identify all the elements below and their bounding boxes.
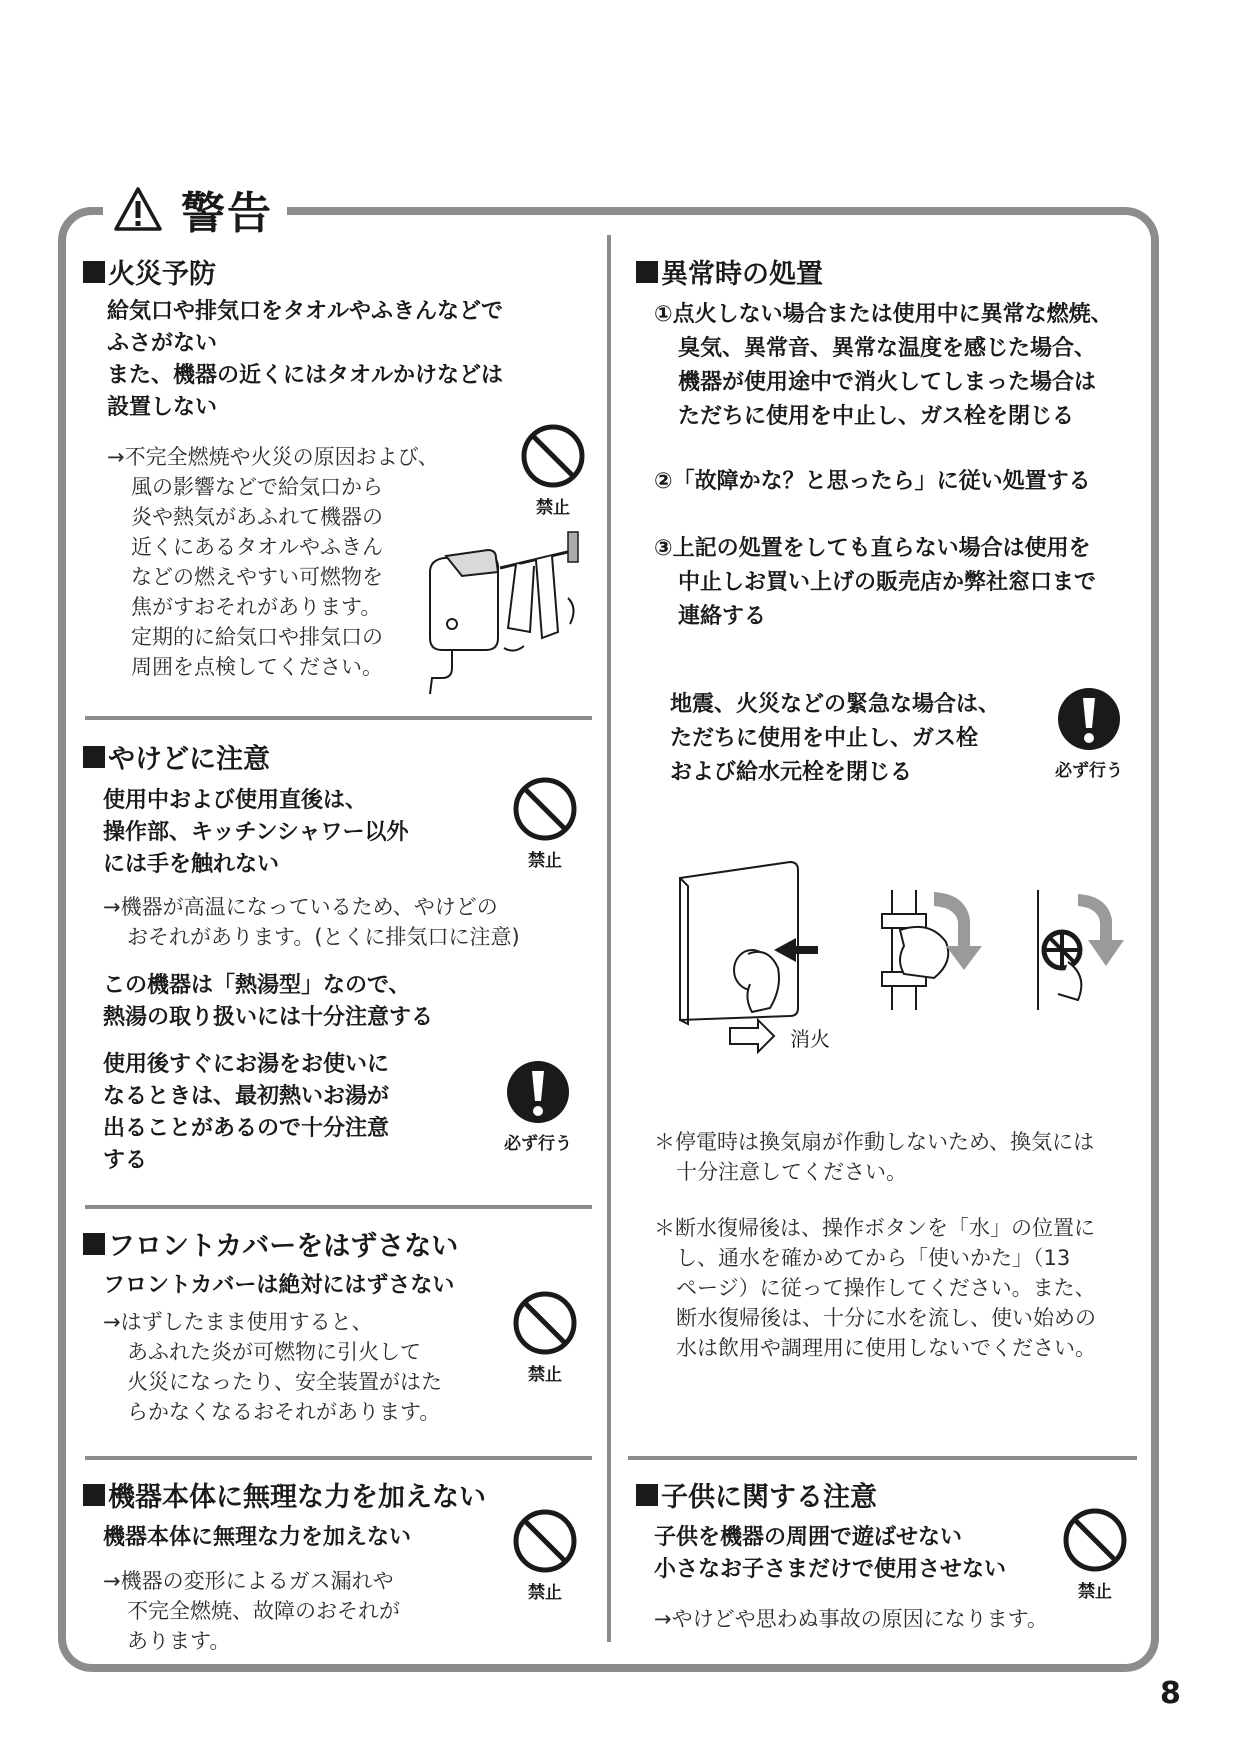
text-line: 火災になったり、安全装置がはた [127, 1370, 442, 1394]
burn-hot-water-caution [103, 1049, 503, 1177]
emergency-text [670, 688, 1070, 790]
text-line: この機器は「熱湯型」なので、 [103, 973, 411, 998]
text-line: ただちに使用を中止し、ガス栓を閉じる [678, 404, 1075, 429]
text-line: 地震、火災などの緊急な場合は、 [670, 692, 1001, 717]
prohibited-sign [520, 423, 586, 518]
section-heading-cover [83, 1224, 458, 1263]
text-line: などの燃えやすい可燃物を [131, 565, 383, 589]
text-line: あります。 [127, 1629, 231, 1653]
warning-triangle-icon [113, 186, 163, 232]
text-line: →はずしたまま使用すると、 [103, 1310, 373, 1334]
force-main-text: 機器本体に無理な力を加えない [103, 1525, 412, 1550]
text-line: 風の影響などで給気口から [131, 475, 383, 499]
section-divider [85, 716, 592, 720]
mandatory-sign [504, 1059, 572, 1154]
section-heading-abnormal [636, 252, 823, 291]
column-divider [607, 235, 611, 1642]
burn-main-text [103, 785, 503, 881]
text-line: ただちに使用を中止し、ガス栓 [670, 726, 979, 751]
prohibited-label: 禁止 [528, 851, 562, 871]
text-line: 周囲を点検してください。 [131, 655, 383, 679]
section-heading-fire [83, 252, 216, 291]
text-line: 使用中および使用直後は、 [103, 788, 368, 813]
force-note [103, 1566, 483, 1656]
text-line: し、通水を確かめてから「使いかた」（13 [676, 1246, 1071, 1270]
prohibited-icon [512, 1290, 578, 1356]
burn-note [103, 892, 583, 952]
prohibited-icon [512, 776, 578, 842]
fire-note [107, 442, 457, 682]
prohibited-label: 禁止 [528, 1583, 562, 1603]
text-line: 設置しない [107, 395, 218, 420]
mandatory-label: 必ず行う [504, 1134, 572, 1154]
text-line: 給気口や排気口をタオルやふきんなどで [107, 299, 504, 324]
text-line: らかなくなるおそれがあります。 [127, 1400, 441, 1424]
abnormal-item-3 [654, 532, 1154, 634]
section-divider [628, 1456, 1137, 1460]
water-outage-note [654, 1213, 1154, 1363]
text-line: また、機器の近くにはタオルかけなどは [107, 363, 504, 388]
section-divider [85, 1456, 592, 1460]
section-heading-children [636, 1475, 877, 1514]
power-outage-note [654, 1127, 1154, 1187]
text-line: 連絡する [678, 604, 767, 629]
children-heading-text: 子供に関する注意 [661, 1482, 877, 1513]
abnormal-item-2: ②「故障かな？と思ったら」に従い処置する [654, 469, 1091, 494]
prohibited-sign [512, 1290, 578, 1385]
text-line: 熱湯の取り扱いには十分注意する [103, 1005, 434, 1030]
cover-note [103, 1307, 483, 1427]
text-line: 不完全燃焼、故障のおそれが [127, 1599, 400, 1623]
children-note: →やけどや思わぬ事故の原因になります。 [654, 1607, 1048, 1631]
text-line: →機器が高温になっているため、やけどの [103, 895, 498, 919]
text-line: おそれがあります。(とくに排気口に注意) [127, 925, 520, 949]
prohibited-icon [1062, 1507, 1128, 1573]
prohibited-sign [512, 1508, 578, 1603]
prohibited-icon [520, 423, 586, 489]
abnormal-heading-text: 異常時の処置 [661, 259, 823, 290]
page-title: 警告 [181, 188, 273, 239]
text-line: なるときは、最初熱いお湯が [103, 1084, 390, 1109]
text-line: 十分注意してください。 [676, 1160, 907, 1184]
force-heading-text: 機器本体に無理な力を加えない [108, 1482, 486, 1513]
section-heading-force [83, 1475, 486, 1514]
text-line: 子供を機器の周囲で遊ばせない [654, 1525, 963, 1550]
text-line: →不完全燃焼や火災の原因および、 [107, 445, 439, 469]
fire-off-label: 消火 [790, 1027, 830, 1051]
burn-hot-water-text [103, 970, 583, 1034]
text-line: 中止しお買い上げの販売店か弊社窓口まで [678, 570, 1097, 595]
heater-towel-illustration [418, 528, 598, 698]
prohibited-label: 禁止 [528, 1365, 562, 1385]
text-line: 出ることがあるので十分注意 [103, 1116, 390, 1141]
page-number: 8 [1160, 1676, 1181, 1711]
text-line: 炎や熱気があふれて機器の [131, 505, 383, 529]
section-heading-burn [83, 737, 270, 776]
water-valve-illustration [1028, 890, 1128, 1010]
burn-heading-text: やけどに注意 [108, 744, 270, 775]
text-line: 近くにあるタオルやふきん [131, 535, 383, 559]
text-line: 小さなお子さまだけで使用させない [654, 1557, 1007, 1582]
cover-main-text: フロントカバーは絶対にはずさない [103, 1273, 455, 1298]
text-line: 操作部、キッチンシャワー以外 [103, 820, 409, 845]
prohibited-sign [512, 776, 578, 871]
warning-header [103, 176, 287, 242]
text-line: 焦がすおそれがあります。 [131, 595, 382, 619]
text-line: 臭気、異常音、異常な温度を感じた場合、 [678, 336, 1097, 361]
text-line: 水は飲用や調理用に使用しないでください。 [676, 1336, 1096, 1360]
gas-valve-illustration [870, 890, 990, 1010]
exclamation-icon [1056, 686, 1122, 752]
cover-heading-text: フロントカバーをはずさない [108, 1231, 459, 1262]
mandatory-sign [1055, 686, 1123, 781]
fire-heading-text: 火災予防 [108, 259, 216, 290]
text-line: →機器の変形によるガス漏れや [103, 1569, 394, 1593]
text-line: ③上記の処置をしても直らない場合は使用を [654, 536, 1091, 561]
text-line: ＊断水復帰後は、操作ボタンを「水」の位置に [654, 1216, 1095, 1240]
fire-main-text [107, 296, 567, 424]
text-line: ①点火しない場合または使用中に異常な燃焼、 [654, 302, 1113, 327]
text-line: および給水元栓を閉じる [670, 760, 913, 785]
text-line: 使用後すぐにお湯をお使いに [103, 1052, 390, 1077]
prohibited-sign [1062, 1507, 1128, 1602]
mandatory-label: 必ず行う [1055, 761, 1123, 781]
section-divider [85, 1205, 592, 1209]
text-line: ページ）に従って操作してください。また、 [676, 1276, 1096, 1300]
text-line: には手を触れない [103, 852, 280, 877]
text-line: 定期的に給気口や排気口の [131, 625, 383, 649]
prohibited-label: 禁止 [1078, 1582, 1112, 1602]
prohibited-icon [512, 1508, 578, 1574]
text-line: する [103, 1148, 148, 1173]
text-line: ＊停電時は換気扇が作動しないため、換気には [654, 1130, 1095, 1154]
text-line: 断水復帰後は、十分に水を流し、使い始めの [676, 1306, 1096, 1330]
children-main-text [654, 1522, 1074, 1586]
abnormal-item-1 [654, 298, 1154, 434]
text-line: ふさがない [107, 331, 218, 356]
exclamation-icon [505, 1059, 571, 1125]
prohibited-label: 禁止 [536, 498, 570, 518]
text-line: 機器が使用途中で消火してしまった場合は [678, 370, 1097, 395]
text-line: あふれた炎が可燃物に引火して [127, 1340, 421, 1364]
